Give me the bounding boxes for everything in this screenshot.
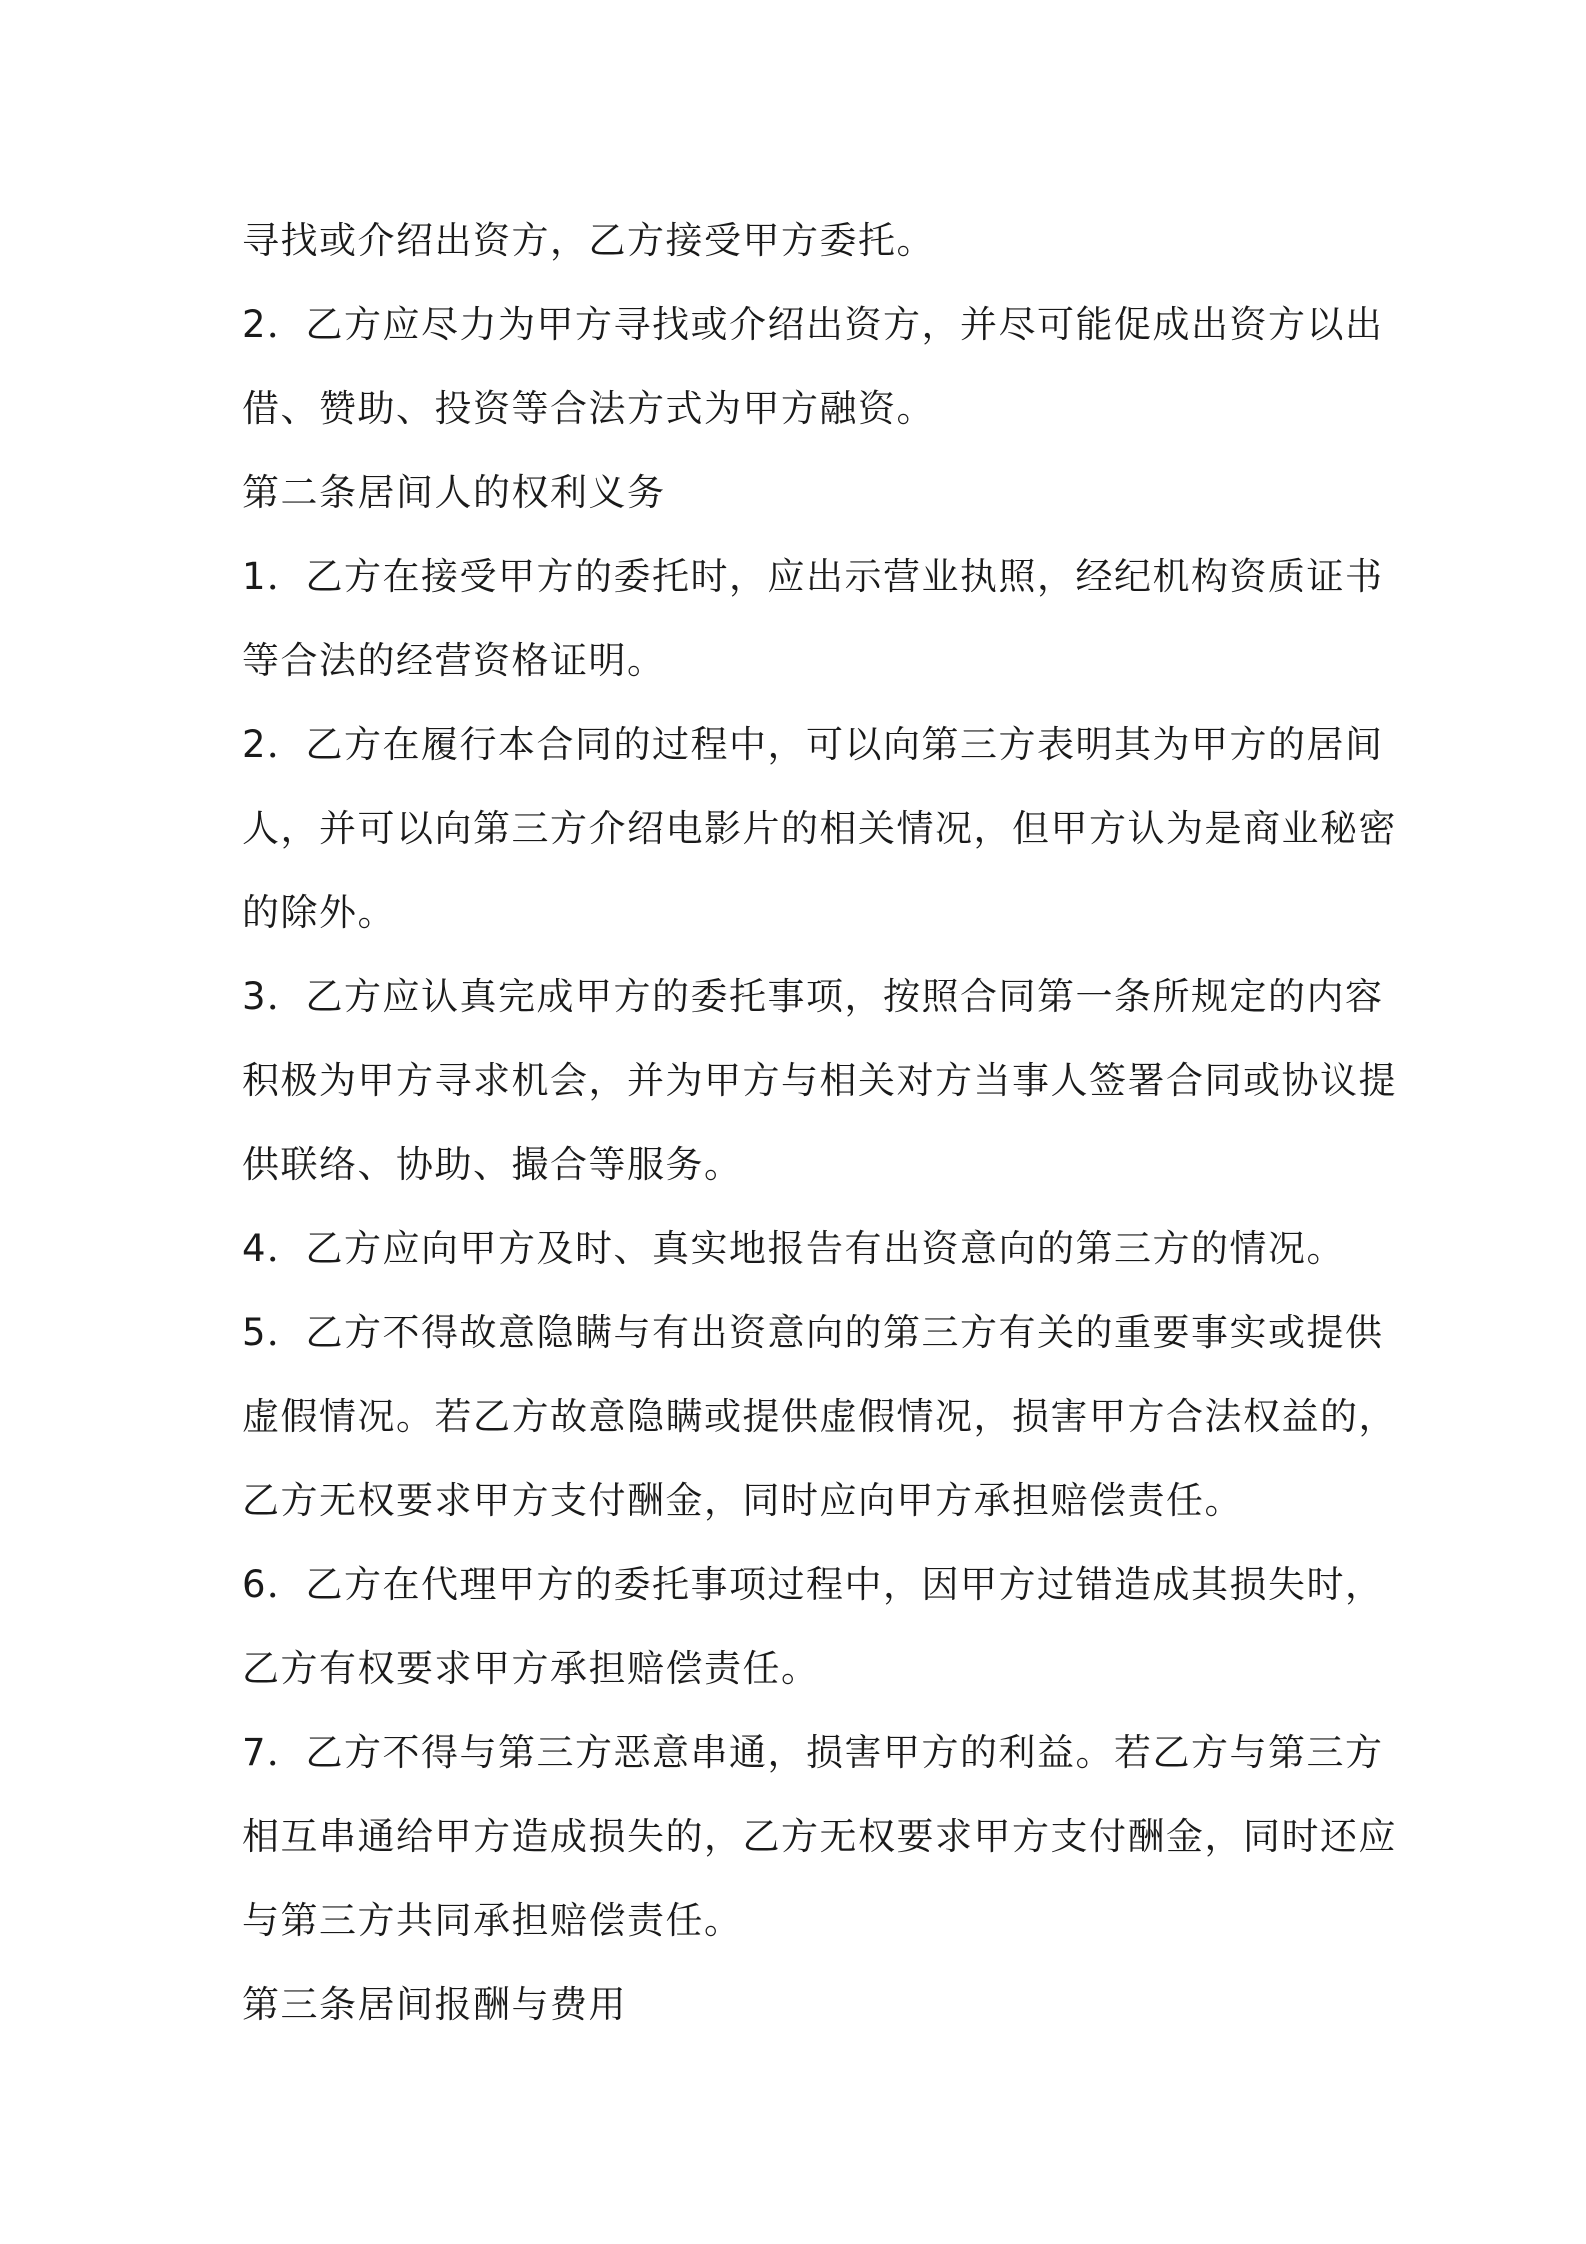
document-body <box>242 199 1397 2047</box>
text-line: 寻找或介绍出资方，乙方接受甲方委托。 <box>242 219 935 262</box>
text-line: 积极为甲方寻求机会，并为甲方与相关对方当事人签署合同或协议提 <box>242 1059 1397 1102</box>
text-line: 6．乙方在代理甲方的委托事项过程中，因甲方过错造成其损失时， <box>242 1563 1384 1606</box>
text-line: 3．乙方应认真完成甲方的委托事项，按照合同第一条所规定的内容 <box>242 975 1384 1018</box>
text-line: 人，并可以向第三方介绍电影片的相关情况，但甲方认为是商业秘密 <box>242 807 1397 850</box>
text-line: 相互串通给甲方造成损失的，乙方无权要求甲方支付酬金，同时还应 <box>242 1815 1397 1858</box>
text-line: 等合法的经营资格证明。 <box>242 639 666 682</box>
section-heading: 第二条居间人的权利义务 <box>242 471 666 514</box>
text-line: 乙方有权要求甲方承担赔偿责任。 <box>242 1647 820 1690</box>
text-line: 2．乙方应尽力为甲方寻找或介绍出资方，并尽可能促成出资方以出 <box>242 303 1384 346</box>
text-line: 1．乙方在接受甲方的委托时，应出示营业执照，经纪机构资质证书 <box>242 555 1384 598</box>
text-line: 4．乙方应向甲方及时、真实地报告有出资意向的第三方的情况。 <box>242 1227 1346 1270</box>
text-line: 虚假情况。若乙方故意隐瞒或提供虚假情况，损害甲方合法权益的， <box>242 1395 1397 1438</box>
text-line: 与第三方共同承担赔偿责任。 <box>242 1899 743 1942</box>
text-line: 借、赞助、投资等合法方式为甲方融资。 <box>242 387 935 430</box>
text-line: 5．乙方不得故意隐瞒与有出资意向的第三方有关的重要事实或提供 <box>242 1311 1384 1354</box>
text-line: 7．乙方不得与第三方恶意串通，损害甲方的利益。若乙方与第三方 <box>242 1731 1384 1774</box>
text-line: 的除外。 <box>242 891 396 934</box>
section-heading: 第三条居间报酬与费用 <box>242 1983 627 2026</box>
text-line: 乙方无权要求甲方支付酬金，同时应向甲方承担赔偿责任。 <box>242 1479 1243 1522</box>
text-line: 2．乙方在履行本合同的过程中，可以向第三方表明其为甲方的居间 <box>242 723 1384 766</box>
text-line: 供联络、协助、撮合等服务。 <box>242 1143 743 1186</box>
